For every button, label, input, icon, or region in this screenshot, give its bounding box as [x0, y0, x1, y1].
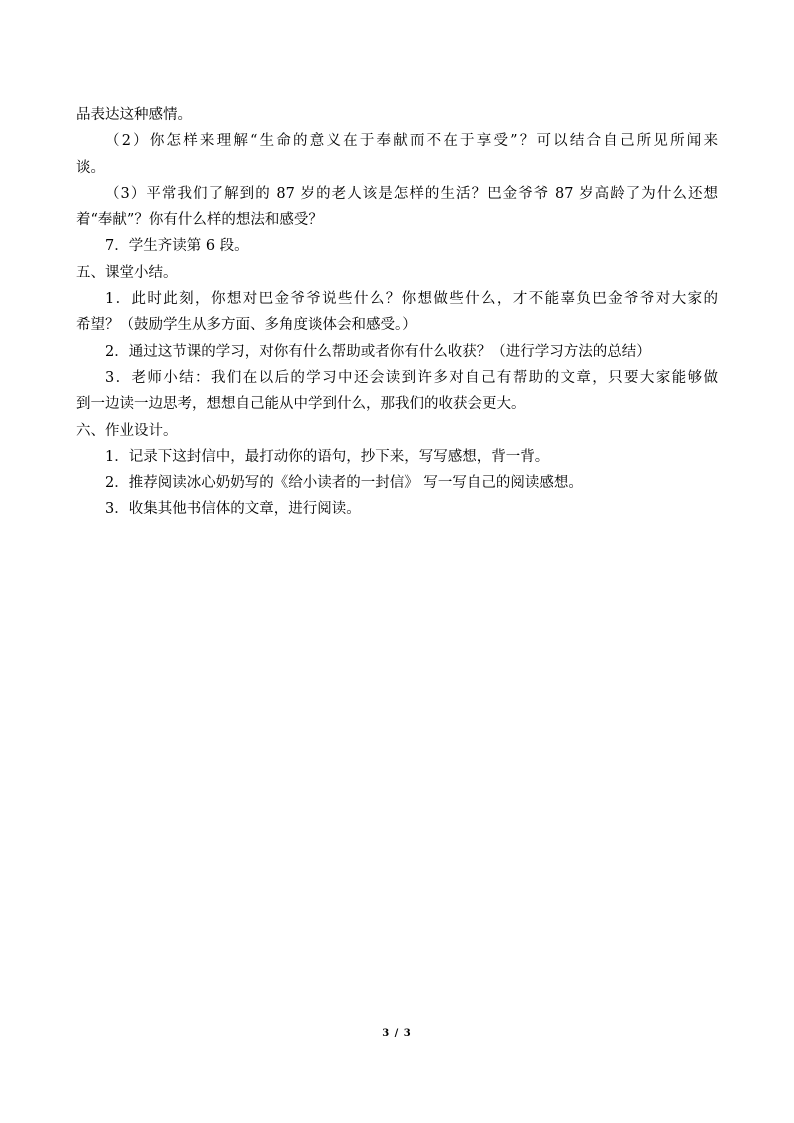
text-line: 1．记录下这封信中，最打动你的语句，抄下来，写写感想，背一背。	[105, 448, 550, 465]
text-line: 谈。	[76, 159, 105, 176]
text-line: （3）平常我们了解到的 87 岁的老人该是怎样的生活？巴金爷爷 87 岁高龄了为什么还想	[105, 185, 718, 202]
text-line: 到一边读一边思考，想想自己能从中学到什么，那我们的收获会更大。	[76, 396, 526, 413]
section-heading: 五、课堂小结。	[76, 264, 178, 281]
text-line: 3．老师小结：我们在以后的学习中还会读到许多对自己有帮助的文章，只要大家能够做	[105, 369, 718, 386]
text-line: 3．收集其他书信体的文章，进行阅读。	[105, 501, 361, 518]
text-line: 品表达这种感情。	[76, 107, 192, 123]
document-body	[76, 102, 718, 523]
text-line: 2．通过这节课的学习，对你有什么帮助或者你有什么收获？（进行学习方法的总结）	[105, 343, 651, 360]
text-line: 2．推荐阅读冰心奶奶写的《给小读者的一封信》 写一写自己的阅读感想。	[105, 475, 583, 492]
section-heading: 六、作业设计。	[76, 422, 178, 439]
page-number: 3 / 3	[382, 1028, 412, 1039]
text-line: 着“奉献”？你有什么样的想法和感受？	[76, 212, 323, 229]
text-line: 希望？（鼓励学生从多方面、多角度谈体会和感受。）	[76, 317, 417, 334]
text-line: （2）你怎样来理解“生命的意义在于奉献而不在于享受”？可以结合自己所见所闻来	[105, 133, 718, 150]
text-line: 7．学生齐读第 6 段。	[105, 238, 249, 255]
text-line: 1．此时此刻，你想对巴金爷爷说些什么？你想做些什么，才不能辜负巴金爷爷对大家的	[105, 291, 718, 308]
